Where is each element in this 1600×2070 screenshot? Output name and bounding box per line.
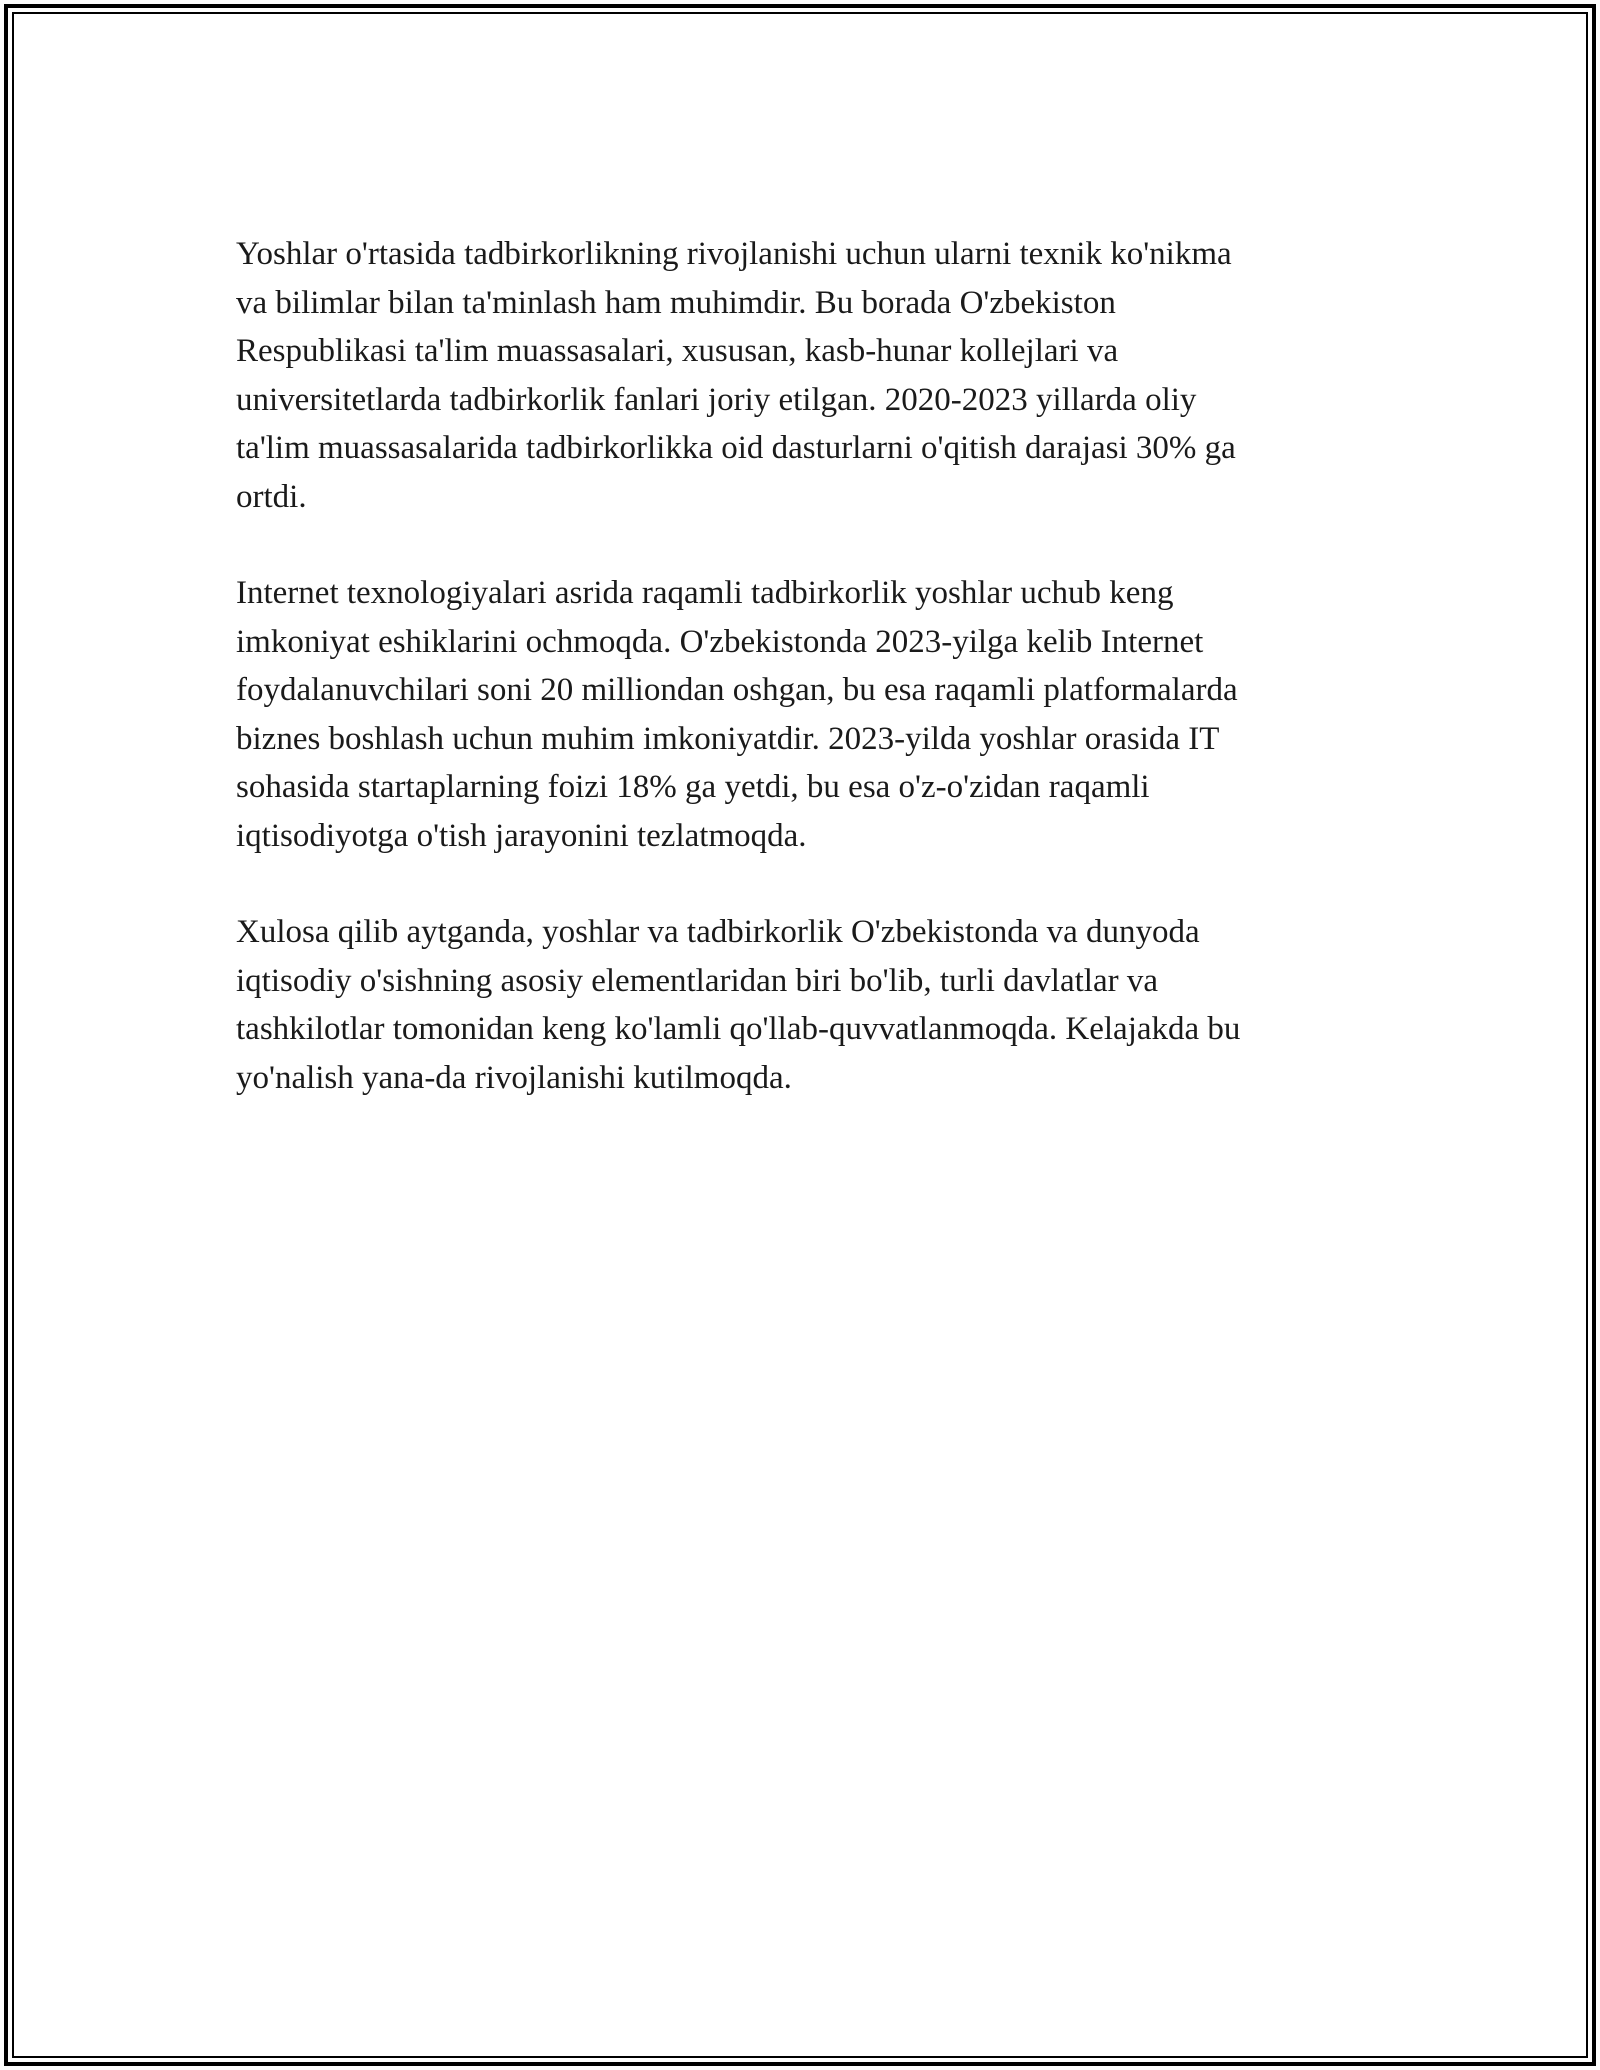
text-line: biznes boshlash uchun muhim imkoniyatdir. 2023-yilda yoshlar orasida IT (236, 720, 1220, 757)
text-line: yo'nalish yana-da rivojlanishi kutilmoqda. (236, 1059, 792, 1096)
text-line: Yoshlar o'rtasida tadbirkorlikning rivojlanishi uchun ularni texnik ko'nikma (236, 236, 1232, 272)
paragraph-1 (236, 230, 1356, 521)
text-line: imkoniyat eshiklarini ochmoqda. O'zbekistonda 2023-yilga kelib Internet (236, 623, 1204, 660)
text-line: Xulosa qilib aytganda, yoshlar va tadbirkorlik O'zbekistonda va dunyoda (236, 914, 1200, 950)
text-line: sohasida startaplarning foizi 18% ga yetdi, bu esa o'z-o'zidan raqamli (236, 769, 1150, 805)
text-line: tashkilotlar tomonidan keng ko'lamli qo'llab-quvvatlanmoqda. Kelajakda bu (236, 1011, 1241, 1047)
text-line: ortdi. (236, 478, 307, 515)
document-body (236, 230, 1356, 1150)
text-line: foydalanuvchilari soni 20 milliondan oshgan, bu esa raqamli platformalarda (236, 672, 1238, 708)
text-line: va bilimlar bilan ta'minlash ham muhimdir. Bu borada O'zbekiston (236, 284, 1116, 321)
text-line: Internet texnologiyalari asrida raqamli tadbirkorlik yoshlar uchub keng (236, 575, 1174, 611)
paragraph-3 (236, 908, 1356, 1102)
text-line: ta'lim muassasalarida tadbirkorlikka oid dasturlarni o'qitish darajasi 30% ga (236, 430, 1236, 466)
text-line: Respublikasi ta'lim muassasalari, xususan, kasb-hunar kollejlari va (236, 333, 1119, 369)
text-line: iqtisodiyotga o'tish jarayonini tezlatmoqda. (236, 817, 807, 854)
text-line: iqtisodiy o'sishning asosiy elementlaridan biri bo'lib, turli davlatlar va (236, 962, 1158, 999)
paragraph-2 (236, 569, 1356, 860)
text-line: universitetlarda tadbirkorlik fanlari joriy etilgan. 2020-2023 yillarda oliy (236, 381, 1197, 418)
